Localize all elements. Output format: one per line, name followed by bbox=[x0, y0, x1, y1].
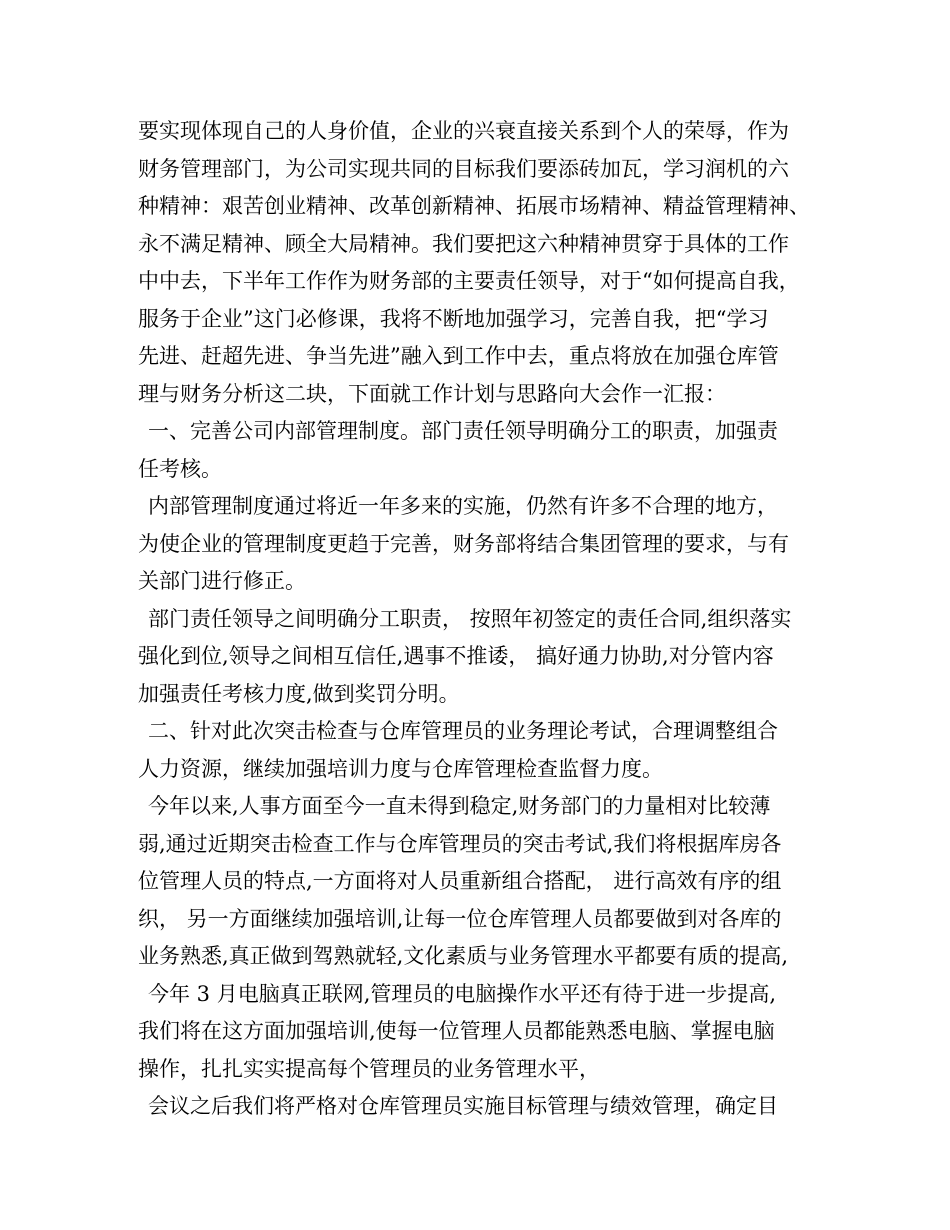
text-line: 要实现体现自己的人身价值，企业的兴衰直接关系到个人的荣辱，作为 bbox=[138, 119, 789, 143]
text-line: 位管理人员的特点,一方面将对人员重新组合搭配， 进行高效有序的组 bbox=[138, 869, 782, 893]
text-line: 关部门进行修正。 bbox=[138, 569, 306, 593]
text-line: 中中去，下半年工作作为财务部的主要责任领导，对于“如何提高自我， bbox=[138, 269, 800, 293]
text-line: 内部管理制度通过将近一年多来的实施，仍然有许多不合理的地方， bbox=[148, 494, 778, 518]
text-line: 今年以来,人事方面至今一直未得到稳定,财务部门的力量相对比较薄 bbox=[148, 794, 771, 818]
text-line: 理与财务分析这二块，下面就工作计划与思路向大会作一汇报： bbox=[138, 381, 726, 406]
text-line: 任考核。 bbox=[138, 456, 222, 481]
text-line: 种精神：艰苦创业精神、改革创新精神、拓展市场精神、精益管理精神、 bbox=[138, 194, 810, 218]
text-line: 财务管理部门，为公司实现共同的目标我们要添砖加瓦，学习润机的六 bbox=[138, 156, 789, 181]
text-line: 先进、赶超先进、争当先进”融入到工作中去，重点将放在加强仓库管 bbox=[138, 344, 779, 368]
text-line: 为使企业的管理制度更趋于完善，财务部将结合集团管理的要求，与有 bbox=[138, 531, 789, 556]
text-line: 加强责任考核力度,做到奖罚分明。 bbox=[138, 681, 460, 706]
text-line: 业务熟悉,真正做到驾熟就轻,文化素质与业务管理水平都要有质的提高, bbox=[138, 944, 789, 968]
body-text bbox=[138, 113, 818, 1126]
text-line: 人力资源，继续加强培训力度与仓库管理检查监督力度。 bbox=[138, 756, 663, 781]
text-line: 二、针对此次突击检查与仓库管理员的业务理论考试，合理调整组合 bbox=[148, 719, 778, 743]
text-line: 弱,通过近期突击检查工作与仓库管理员的突击考试,我们将根据库房各 bbox=[138, 831, 782, 856]
text-line: 今年 3 月电脑真正联网,管理员的电脑操作水平还有待于进一步提高, bbox=[148, 981, 777, 1006]
text-line: 操作，扎扎实实提高每个管理员的业务管理水平， bbox=[138, 1056, 600, 1081]
text-line: 部门责任领导之间明确分工职责， 按照年初签定的责任合同,组织落实 bbox=[148, 606, 792, 631]
text-line: 服务于企业”这门必修课，我将不断地加强学习，完善自我，把“学习 bbox=[138, 306, 769, 331]
text-line: 我们将在这方面加强培训,使每一位管理人员都能熟悉电脑、掌握电脑 bbox=[138, 1019, 775, 1043]
text-line: 一、完善公司内部管理制度。部门责任领导明确分工的职责，加强责 bbox=[148, 419, 778, 443]
text-line: 强化到位,领导之间相互信任,遇事不推诿， 搞好通力协助,对分管内容 bbox=[138, 644, 774, 668]
text-line: 会议之后我们将严格对仓库管理员实施目标管理与绩效管理，确定目 bbox=[148, 1094, 778, 1118]
text-line: 织， 另一方面继续加强培训,让每一位仓库管理人员都要做到对各库的 bbox=[138, 906, 782, 931]
text-line: 永不满足精神、顾全大局精神。我们要把这六种精神贯穿于具体的工作 bbox=[138, 231, 789, 256]
